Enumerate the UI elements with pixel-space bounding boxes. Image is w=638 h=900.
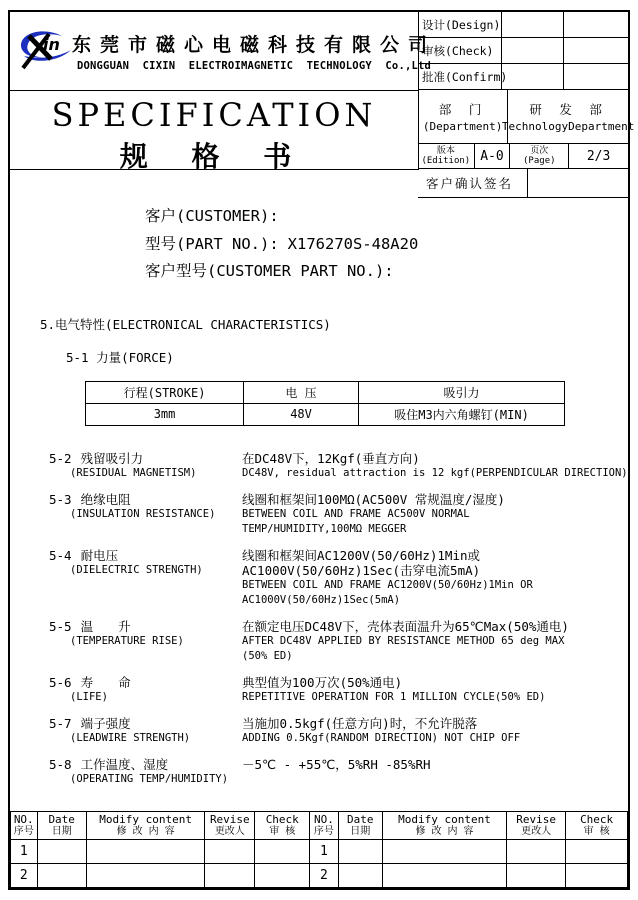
confirm-date-cell <box>564 64 628 89</box>
revision-row-1 <box>11 840 628 864</box>
rev-empty-cell <box>338 840 382 864</box>
spec-item-temperature-rise: 5-5 温 升 (TEMPERATURE RISE) 在额定电压DC48V下，壳体表面温升为65℃Max(50%通电) AFTER DC48V APPLIED BY RESISTANCE METHOD 65 deg MAX (50% ED) <box>49 618 569 662</box>
rev-header-check: Check 审 核 <box>566 812 628 840</box>
document-title <box>10 90 419 173</box>
rev-header-modify: Modify content 修 改 内 容 <box>383 812 507 840</box>
rev-no-cell: 2 <box>11 864 38 888</box>
force-header-attraction: 吸引力 <box>359 381 565 403</box>
content-area <box>10 169 628 812</box>
rev-empty-cell <box>205 840 255 864</box>
rev-header-date: Date 日期 <box>338 812 382 840</box>
force-cell-voltage: 48V <box>244 403 359 425</box>
approval-row-design <box>418 12 628 38</box>
rev-empty-cell <box>566 840 628 864</box>
customer-part-no-line: 客户型号(CUSTOMER PART NO.): <box>145 262 394 280</box>
part-no-label: 型号(PART NO.): <box>145 234 279 253</box>
force-table-header-row <box>86 381 565 403</box>
spec-items <box>49 451 628 787</box>
rev-header-date: Date 日期 <box>37 812 86 840</box>
confirm-sign-cell <box>502 64 564 89</box>
check-sign-cell <box>502 38 564 63</box>
spec-item-operating-temp-humidity: 5-8 工作温度、湿度 (OPERATING TEMP/HUMIDITY) －5℃ - +55℃，5%RH -85%RH <box>49 756 431 785</box>
confirm-label: 批准(Confirm) <box>418 64 502 89</box>
company-names <box>72 30 440 72</box>
rev-empty-cell <box>255 840 310 864</box>
rev-empty-cell <box>338 864 382 888</box>
rev-empty-cell <box>383 840 507 864</box>
department-label-en: (Department) <box>422 120 503 133</box>
rev-no-cell: 2 <box>310 864 338 888</box>
part-no-line <box>145 231 628 259</box>
spec-item-residual-magnetism: 5-2 残留吸引力 (RESIDUAL MAGNETISM) 在DC48V下，12Kgf(垂直方向) DC48V, residual attraction is 12 kgf(PERPENDICULAR DIRECTION) <box>49 450 628 479</box>
department-value-en: TechnologyDepartment <box>501 120 635 133</box>
customer-line: 客户(CUSTOMER): <box>145 207 279 225</box>
rev-header-revise: Revise 更改人 <box>205 812 255 840</box>
force-cell-attraction: 吸住M3内六角螺钉(MIN) <box>359 403 565 425</box>
page-value: 2/3 <box>586 148 611 164</box>
force-table-row <box>86 403 565 425</box>
rev-header-revise: Revise 更改人 <box>507 812 566 840</box>
rev-empty-cell <box>86 864 204 888</box>
logo-text: in <box>43 35 60 54</box>
rev-empty-cell <box>205 864 255 888</box>
force-header-stroke: 行程(STROKE) <box>86 381 244 403</box>
edition-value: A-0 <box>475 144 511 168</box>
design-sign-cell <box>502 12 564 37</box>
rev-header-no: NO. 序号 <box>11 812 38 840</box>
check-label: 审核(Check) <box>418 38 502 63</box>
department-value-cn: 研 发 部 <box>529 102 607 117</box>
document-frame <box>8 10 635 890</box>
spec-item-leadwire-strength: 5-7 端子强度 (LEADWIRE STRENGTH) 当施加0.5kgf(任意方向)时，不允许脱落 ADDING 0.5Kgf(RANDOM DIRECTION) NOT CHIP OFF <box>49 715 521 744</box>
rev-empty-cell <box>37 840 86 864</box>
edition-row <box>418 144 628 169</box>
spec-item-life: 5-6 寿 命 (LIFE) 典型值为100万次(50%通电) REPETITIVE OPERATION FOR 1 MILLION CYCLE(50% ED) <box>49 674 546 703</box>
revision-header-row <box>11 812 628 840</box>
rev-empty-cell <box>37 864 86 888</box>
department-label <box>418 90 508 143</box>
company-name-en: DONGGUAN CIXIN ELECTROIMAGNETIC TECHNOLOGY Co.,Ltd <box>76 60 432 72</box>
section-heading: 5.电气特性(ELECTRONICAL CHARACTERISTICS) <box>40 316 331 332</box>
company-name-cn: 东莞市磁心电磁科技有限公司 <box>72 34 437 56</box>
force-table <box>85 381 565 426</box>
rev-header-check: Check 审 核 <box>255 812 310 840</box>
department-value <box>501 90 635 143</box>
design-date-cell <box>564 12 628 37</box>
department-row <box>418 90 635 144</box>
force-cell-stroke: 3mm <box>86 403 244 425</box>
edition-label: 版本 (Edition) <box>418 144 475 168</box>
force-header-voltage: 电 压 <box>244 381 359 403</box>
rev-empty-cell <box>566 864 628 888</box>
customer-info <box>145 203 628 286</box>
revision-row-2 <box>11 864 628 888</box>
page-label: 页次 (Page) <box>510 144 569 168</box>
spec-item-dielectric-strength: 5-4 耐电压 (DIELECTRIC STRENGTH) 线圈和框架间AC1200V(50/60Hz)1Min或 AC1000V(50/60Hz)1Sec(击穿电流5mA) BETWEEN COIL AND FRAME AC1200V(50/60Hz)1Min OR AC1000V(50/60Hz)1Sec(5mA) <box>49 547 533 606</box>
revision-table <box>10 811 628 888</box>
design-label: 设计(Design) <box>418 12 502 37</box>
approval-table <box>418 12 628 90</box>
check-date-cell <box>564 38 628 63</box>
rev-empty-cell <box>255 864 310 888</box>
spec-item-insulation-resistance: 5-3 绝缘电阻 (INSULATION RESISTANCE) 线圈和框架间100MΩ(AC500V 常规温度/湿度) BETWEEN COIL AND FRAME AC500V NORMAL TEMP/HUMIDITY,100MΩ MEGGER <box>49 491 505 535</box>
company-header <box>10 12 437 91</box>
rev-no-cell: 1 <box>11 840 38 864</box>
rev-header-modify: Modify content 修 改 内 容 <box>86 812 204 840</box>
rev-empty-cell <box>507 864 566 888</box>
section-subheading: 5-1 力量(FORCE) <box>66 349 174 365</box>
title-cn: 规 格 书 <box>119 140 309 173</box>
approval-row-confirm <box>418 64 628 90</box>
rev-no-cell: 1 <box>310 840 338 864</box>
rev-empty-cell <box>383 864 507 888</box>
cxin-logo-icon <box>16 28 72 74</box>
customer-sign-label: 客户确认签名 <box>418 169 528 197</box>
rev-empty-cell <box>507 840 566 864</box>
department-label-cn: 部 门 <box>438 102 487 117</box>
rev-empty-cell <box>86 840 204 864</box>
title-en: SPECIFICATION <box>51 96 377 134</box>
rev-header-no: NO. 序号 <box>310 812 338 840</box>
approval-row-check <box>418 38 628 64</box>
part-no-value: X176270S-48A20 <box>287 234 419 253</box>
